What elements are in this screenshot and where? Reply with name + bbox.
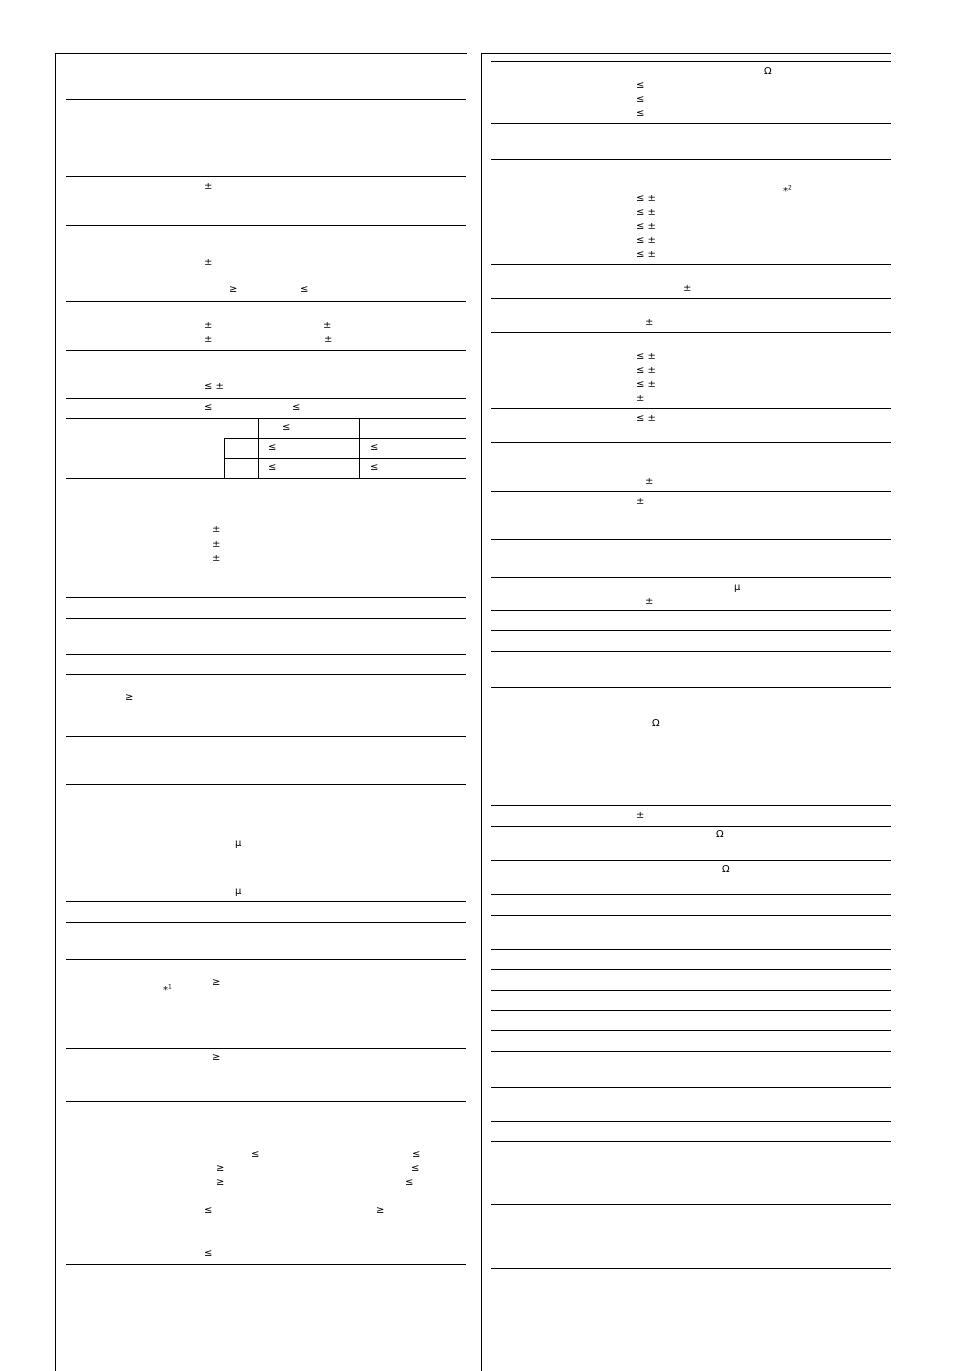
right-row-rule: [491, 1268, 891, 1269]
right-row-rule: [491, 1051, 891, 1052]
less-equal-plus-minus-symbol: ≤ ±: [636, 379, 656, 390]
right-row-rule: [491, 539, 891, 540]
less-equal-symbol: ≤: [636, 80, 645, 91]
left-row-rule: [66, 225, 466, 226]
right-row-rule: [491, 1087, 891, 1088]
left-column-border: [55, 53, 56, 1371]
right-row-rule: [491, 332, 891, 333]
right-row-rule: [491, 687, 891, 688]
left-row-rule: [66, 1048, 466, 1049]
less-equal-symbol: ≤: [370, 462, 379, 473]
omega-symbol: Ω: [722, 864, 730, 875]
left-table-rule: [224, 438, 466, 439]
plus-minus-symbol: ±: [636, 393, 645, 404]
right-row-rule: [491, 610, 891, 611]
omega-symbol: Ω: [764, 66, 772, 77]
greater-equal-symbol: ≥: [212, 1052, 221, 1063]
right-row-rule: [491, 264, 891, 265]
plus-minus-symbol: ±: [323, 320, 332, 331]
footnote-number: 2: [788, 184, 792, 192]
plus-minus-symbol: ±: [212, 539, 221, 550]
right-row-rule: [491, 298, 891, 299]
left-table-divider: [224, 438, 225, 478]
less-equal-plus-minus-symbol: ≤ ±: [636, 193, 656, 204]
right-top-rule: [481, 53, 891, 54]
right-row-rule: [491, 123, 891, 124]
right-row-rule: [491, 1204, 891, 1205]
micro-symbol: μ: [734, 582, 741, 593]
plus-minus-symbol: ±: [204, 181, 213, 192]
less-equal-symbol: ≤: [204, 1248, 213, 1259]
less-equal-symbol: ≤: [268, 442, 277, 453]
less-equal-symbol: ≤: [405, 1177, 414, 1188]
footnote-number: 1: [168, 983, 172, 991]
right-row-rule: [491, 1141, 891, 1142]
right-row-rule: [491, 630, 891, 631]
less-equal-plus-minus-symbol: ≤ ±: [636, 365, 656, 376]
less-equal-plus-minus-symbol: ≤ ±: [636, 235, 656, 246]
left-table-divider: [258, 418, 259, 478]
right-row-rule: [491, 894, 891, 895]
right-row-rule: [491, 442, 891, 443]
star-symbol: *: [783, 186, 788, 197]
left-row-rule: [66, 784, 466, 785]
greater-equal-symbol: ≥: [125, 692, 134, 703]
right-row-rule: [491, 651, 891, 652]
right-row-rule: [491, 969, 891, 970]
plus-minus-symbol: ±: [212, 524, 221, 535]
right-row-rule: [491, 1030, 891, 1031]
left-row-rule: [66, 176, 466, 177]
left-row-rule: [66, 922, 466, 923]
plus-minus-symbol: ±: [636, 496, 645, 507]
left-row-rule: [66, 418, 466, 419]
less-equal-symbol: ≤: [300, 284, 309, 295]
plus-minus-symbol: ±: [212, 553, 221, 564]
less-equal-symbol: ≤: [282, 422, 291, 433]
less-equal-symbol: ≤: [292, 402, 301, 413]
left-row-rule: [66, 959, 466, 960]
plus-minus-symbol: ±: [645, 317, 654, 328]
less-equal-plus-minus-symbol: ≤ ±: [636, 249, 656, 260]
plus-minus-symbol: ±: [645, 596, 654, 607]
greater-equal-symbol: ≥: [376, 1205, 385, 1216]
right-row-rule: [491, 1010, 891, 1011]
less-equal-plus-minus-symbol: ≤ ±: [636, 351, 656, 362]
greater-equal-symbol: ≥: [216, 1163, 225, 1174]
less-equal-symbol: ≤: [411, 1163, 420, 1174]
plus-minus-symbol: ±: [324, 334, 333, 345]
right-row-rule: [491, 491, 891, 492]
omega-symbol: Ω: [716, 829, 724, 840]
footnote-marker-1: [163, 985, 172, 997]
star-symbol: *: [163, 985, 168, 996]
less-equal-symbol: ≤: [370, 442, 379, 453]
less-equal-symbol: ≤: [636, 108, 645, 119]
footnote-marker-2: [783, 186, 792, 198]
plus-minus-symbol: ±: [204, 334, 213, 345]
left-row-rule: [66, 350, 466, 351]
left-row-rule: [66, 618, 466, 619]
left-row-rule: [66, 478, 466, 479]
right-row-rule: [491, 805, 891, 806]
right-row-rule: [491, 826, 891, 827]
right-row-rule: [491, 990, 891, 991]
left-table-divider: [359, 418, 360, 478]
left-top-rule: [55, 53, 467, 54]
right-column-border: [481, 53, 482, 1371]
right-row-rule: [491, 1121, 891, 1122]
left-row-rule: [66, 736, 466, 737]
right-row-rule: [491, 159, 891, 160]
right-row-rule: [491, 860, 891, 861]
greater-equal-symbol: ≥: [212, 977, 221, 988]
plus-minus-symbol: ±: [645, 476, 654, 487]
left-row-rule: [66, 674, 466, 675]
omega-symbol: Ω: [652, 718, 660, 729]
greater-equal-symbol: ≥: [229, 284, 238, 295]
less-equal-symbol: ≤: [636, 94, 645, 105]
plus-minus-symbol: ±: [683, 283, 692, 294]
less-equal-plus-minus-symbol: ≤ ±: [636, 221, 656, 232]
left-row-rule: [66, 901, 466, 902]
right-row-rule: [491, 915, 891, 916]
micro-symbol: μ: [235, 838, 242, 849]
left-table-rule: [224, 458, 466, 459]
left-row-rule: [66, 99, 466, 100]
less-equal-symbol: ≤: [268, 462, 277, 473]
left-row-rule: [66, 1264, 466, 1265]
less-equal-symbol: ≤: [204, 402, 213, 413]
right-row-rule: [491, 577, 891, 578]
left-row-rule: [66, 1101, 466, 1102]
left-row-rule: [66, 398, 466, 399]
micro-symbol: μ: [235, 886, 242, 897]
less-equal-symbol: ≤: [412, 1149, 421, 1160]
plus-minus-symbol: ±: [204, 320, 213, 331]
less-equal-plus-minus-symbol: ≤ ±: [204, 381, 224, 392]
left-row-rule: [66, 597, 466, 598]
less-equal-symbol: ≤: [251, 1149, 260, 1160]
right-row-rule: [491, 408, 891, 409]
right-row-rule: [491, 61, 891, 62]
plus-minus-symbol: ±: [636, 810, 645, 821]
left-row-rule: [66, 301, 466, 302]
plus-minus-symbol: ±: [204, 257, 213, 268]
less-equal-symbol: ≤: [204, 1205, 213, 1216]
less-equal-plus-minus-symbol: ≤ ±: [636, 413, 656, 424]
less-equal-plus-minus-symbol: ≤ ±: [636, 207, 656, 218]
right-row-rule: [491, 949, 891, 950]
left-row-rule: [66, 654, 466, 655]
greater-equal-symbol: ≥: [216, 1177, 225, 1188]
